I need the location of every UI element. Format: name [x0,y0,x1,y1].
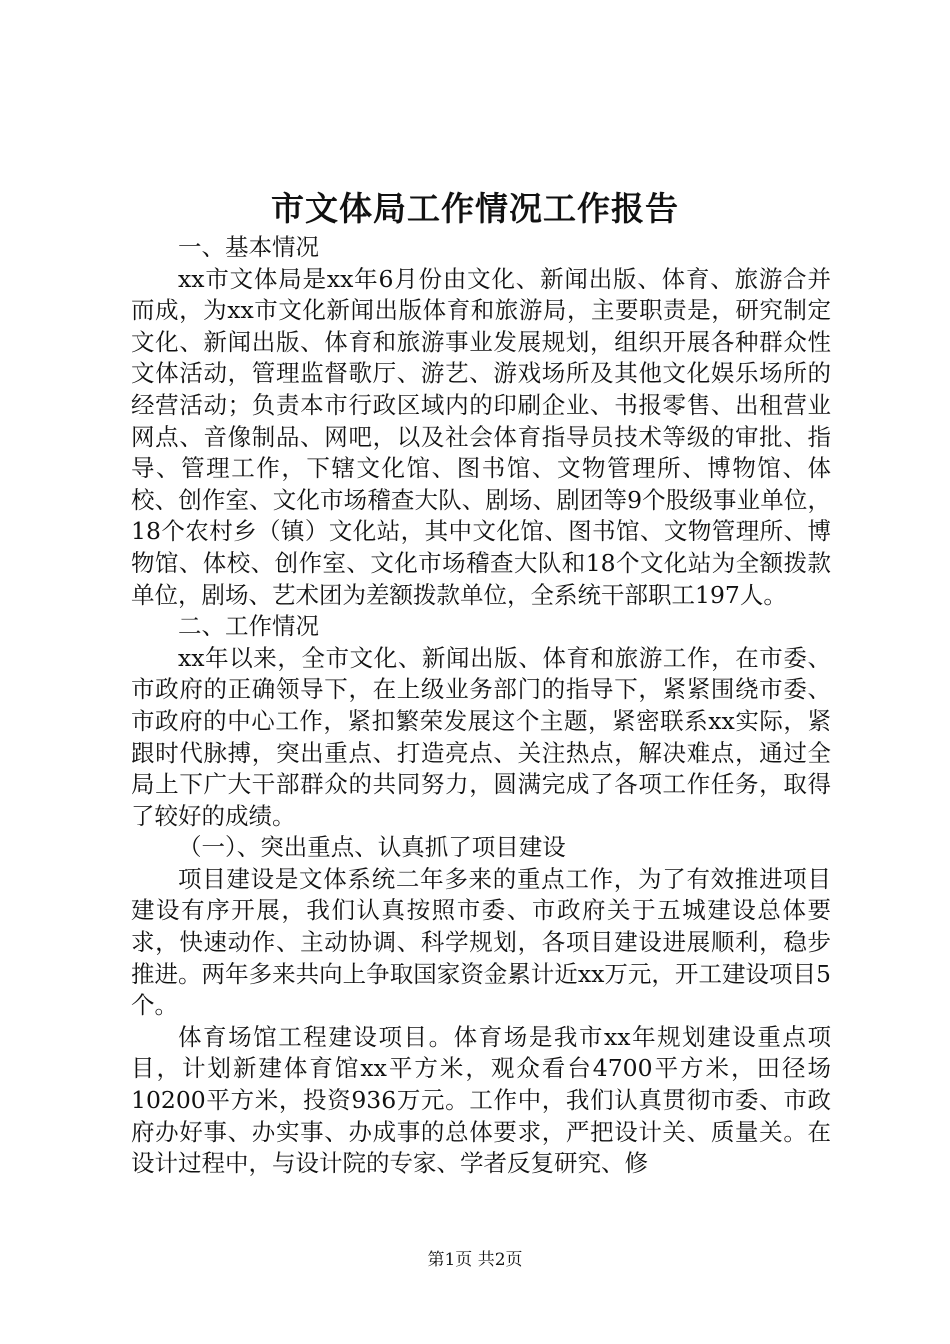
document-title: 市文体局工作情况工作报告 [271,189,679,228]
paragraph: xx年以来，全市文化、新闻出版、体育和旅游工作，在市委、市政府的正确领导下，在上级业务部门的指导下，紧紧围绕市委、市政府的中心工作，紧扣繁荣发展这个主题，紧密联系xx实际，紧跟时代脉搏，突出重点、打造亮点、关注热点，解决难点，通过全局上下广大干部群众的共同努力，圆满完成了各项工作任务，取得了较好的成绩。 [131,643,831,830]
paragraph: xx市文体局是xx年6月份由文化、新闻出版、体育、旅游合并而成，为xx市文化新闻出版体育和旅游局，主要职责是，研究制定文化、新闻出版、体育和旅游事业发展规划，组织开展各种群众性文体活动，管理监督歌厅、游艺、游戏场所及其他文化娱乐场所的经营活动；负责本市行政区域内的印刷企业、书报零售、出租营业网点、音像制品、网吧，以及社会体育指导员技术等级的审批、指导、管理工作，下辖文化馆、图书馆、文物管理所、博物馆、体校、创作室、文化市场稽查大队、剧场、剧团等9个股级事业单位，18个农村乡（镇）文化站，其中文化馆、图书馆、文物管理所、博物馆、体校、创作室、文化市场稽查大队和18个文化站为全额拨款单位，剧场、艺术团为差额拨款单位，全系统干部职工197人。 [131,264,831,609]
page-footer: 第1页 共2页 [427,1250,523,1270]
section-heading-basic: 一、基本情况 [178,233,319,261]
document-body [131,232,831,1180]
subsection-heading-projects: （一）、突出重点、认真抓了项目建设 [178,833,566,862]
paragraph: 项目建设是文体系统二年多来的重点工作，为了有效推进项目建设有序开展，我们认真按照市委、市政府关于五城建设总体要求，快速动作、主动协调、科学规划，各项目建设进展顺利，稳步推进。两年多来共向上争取国家资金累计近xx万元，开工建设项目5个。 [131,864,831,1020]
paragraph: 体育场馆工程建设项目。体育场是我市xx年规划建设重点项目，计划新建体育馆xx平方米，观众看台4700平方米，田径场10200平方米，投资936万元。工作中，我们认真贯彻市委、市政府办好事、办实事、办成事的总体要求，严把设计关、质量关。在设计过程中，与设计院的专家、学者反复研究、修 [131,1022,831,1178]
section-heading-work: 二、工作情况 [178,612,319,641]
